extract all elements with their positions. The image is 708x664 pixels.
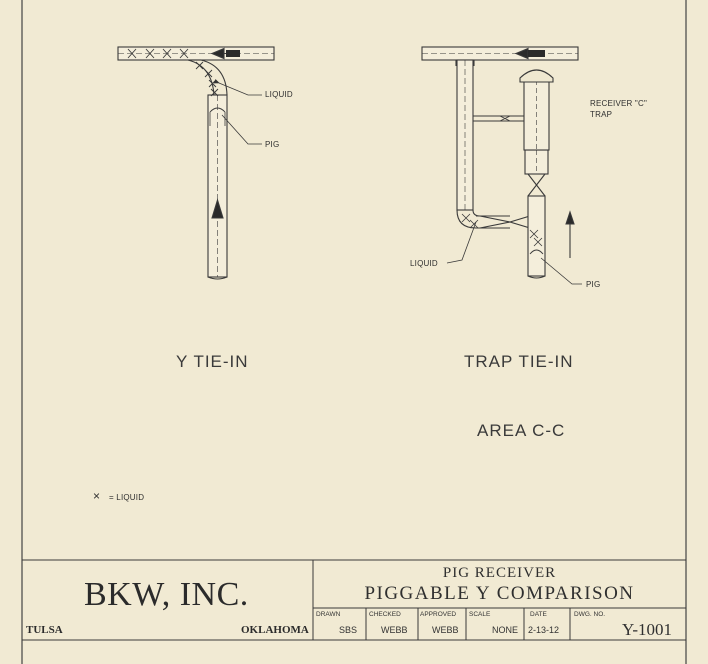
date-value: 2-13-12 — [528, 625, 560, 635]
approved-label: APPROVED — [420, 611, 457, 618]
receiver-trap-label-line1: RECEIVER "C" — [590, 99, 647, 108]
receiver-trap-label-line2: TRAP — [590, 110, 613, 119]
trap-tie-in-diagram — [422, 47, 582, 284]
y-tie-in-caption: Y TIE-IN — [176, 352, 249, 371]
company-city: TULSA — [26, 624, 63, 636]
company-state: OKLAHOMA — [241, 624, 309, 636]
liquid-label-right: LIQUID — [410, 259, 438, 268]
drawn-label: DRAWN — [316, 611, 341, 618]
trap-tie-in-caption: TRAP TIE-IN — [464, 352, 574, 371]
liquid-label-left: LIQUID — [265, 90, 293, 99]
pig-label-right: PIG — [586, 280, 601, 289]
approved-value: WEBB — [432, 625, 459, 635]
liquid-legend-symbol: × — [93, 489, 101, 503]
date-label: DATE — [530, 611, 547, 618]
scale-value: NONE — [492, 625, 519, 635]
y-tie-in-diagram — [118, 47, 274, 279]
checked-label: CHECKED — [369, 611, 401, 618]
drawing-title-line1: PIG RECEIVER — [442, 565, 557, 581]
company-name: BKW, INC. — [84, 576, 249, 613]
liquid-legend-text: = LIQUID — [109, 493, 145, 502]
dwg-no-value: Y-1001 — [622, 620, 673, 639]
area-caption: AREA C-C — [477, 421, 566, 440]
drawing-title-line2: PIGGABLE Y COMPARISON — [364, 583, 635, 604]
checked-value: WEBB — [381, 625, 408, 635]
scale-label: SCALE — [469, 611, 491, 618]
dwg-no-label: DWG. NO. — [574, 611, 606, 618]
pig-label-left: PIG — [265, 140, 280, 149]
drawn-value: SBS — [339, 625, 358, 635]
